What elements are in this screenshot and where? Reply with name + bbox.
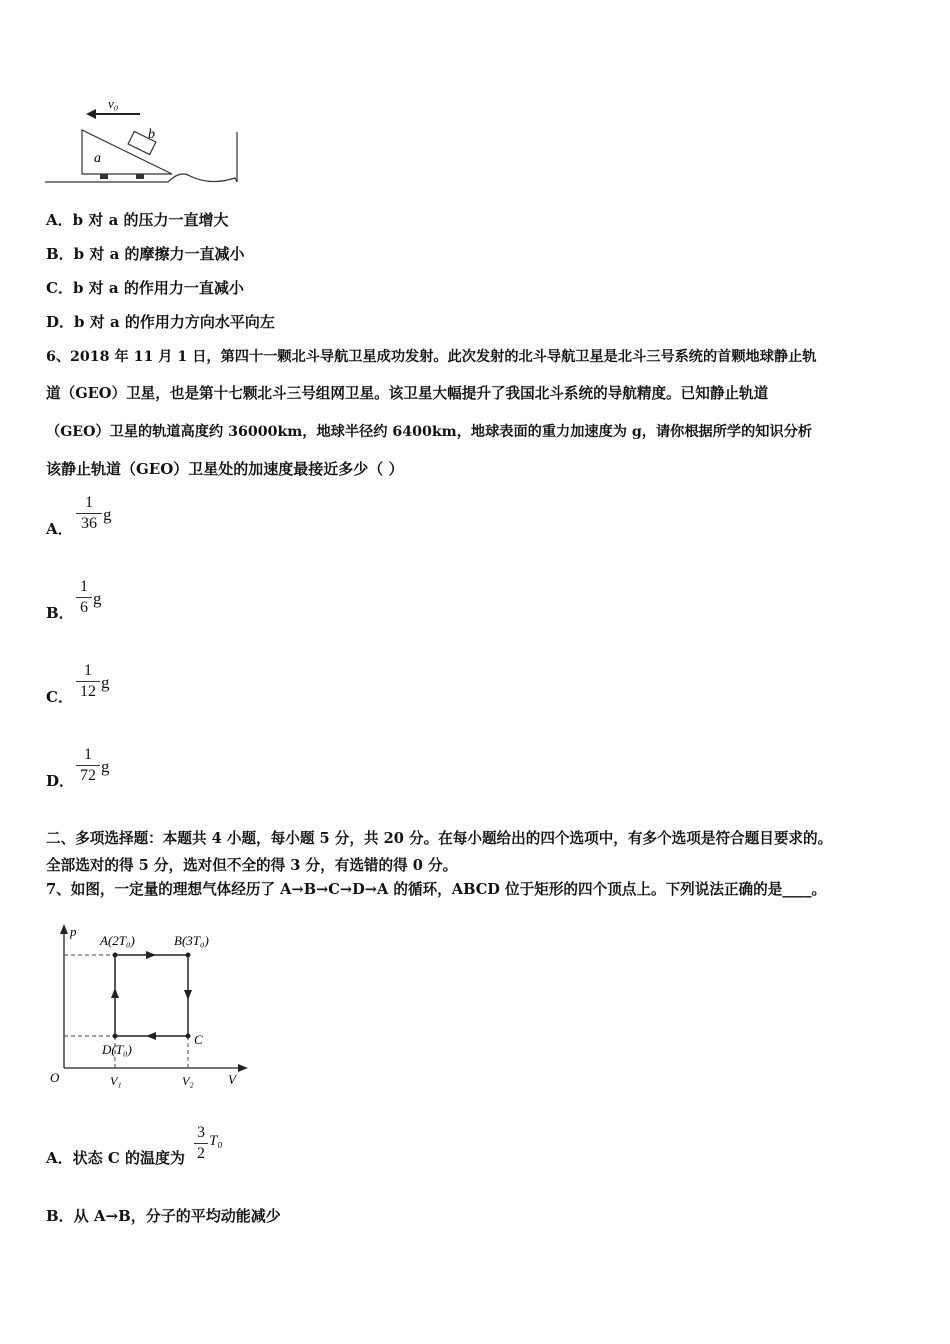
- velocity-label: v₀: [108, 96, 119, 111]
- q6-option-b-num: 1: [80, 578, 88, 595]
- p-axis-arrow: [60, 924, 68, 934]
- q7-stem: 7、如图，一定量的理想气体经历了 A→B→C→D→A 的循环，ABCD 位于矩形的四个顶点上。下列说法正确的是____。: [46, 881, 827, 898]
- arrow-d-to-a: [111, 988, 119, 998]
- q5-option-a: A．b 对 a 的压力一直增大: [46, 211, 229, 229]
- q5-option-d: D．b 对 a 的作用力方向水平向左: [46, 313, 275, 331]
- q6-option-b-den: 6: [80, 599, 88, 616]
- block-b-label: b: [148, 127, 155, 142]
- q7-option-a-fraction: [194, 1124, 208, 1163]
- q6-option-a-fraction: [76, 494, 102, 533]
- q6-option-c-label: C．: [46, 688, 73, 706]
- q6-option-c-num: 1: [84, 662, 92, 679]
- q5-option-c: C．b 对 a 的作用力一直减小: [46, 279, 244, 297]
- q6-line-3: （GEO）卫星的轨道高度约 36000km，地球半径约 6400km，地球表面的重力加速度为 g，请你根据所学的知识分析: [46, 424, 813, 440]
- p-axis-label: p: [70, 924, 77, 939]
- point-b-label: B(3T₀): [174, 933, 209, 948]
- section2-line-1: 二、多项选择题：本题共 4 小题，每小题 5 分，共 20 分。在每小题给出的四个选项中，有多个选项是符合题目要求的。: [46, 830, 833, 847]
- origin-label: O: [50, 1070, 60, 1085]
- arrow-b-to-c: [184, 990, 192, 1000]
- wheel-left: [100, 174, 108, 179]
- v2-label: V₂: [182, 1074, 194, 1088]
- q7-option-b: B．从 A→B，分子的平均动能减少: [46, 1207, 281, 1225]
- velocity-arrowhead: [86, 109, 96, 119]
- q6-option-a-den: 36: [81, 515, 97, 532]
- point-d-label: D(T₀): [102, 1042, 132, 1057]
- pv-diagram: [42, 922, 257, 1092]
- q6-option-b-fraction: [76, 578, 92, 617]
- q6-option-a-unit: g: [103, 505, 112, 524]
- q6-option-b-label: B．: [46, 604, 74, 622]
- q6-line-2: 道（GEO）卫星，也是第十七颗北斗三号组网卫星。该卫星大幅提升了我国北斗系统的导航精度。已知静止轨道: [46, 385, 769, 402]
- v1-label: V₁: [110, 1074, 122, 1088]
- q7-option-a-t0: T₀: [209, 1133, 223, 1149]
- block-a-label: a: [94, 151, 101, 166]
- q7-option-a-num: 3: [197, 1124, 205, 1141]
- q6-option-c-unit: g: [101, 673, 110, 692]
- q6-option-a-num: 1: [85, 494, 93, 511]
- q6-line-4: 该静止轨道（GEO）卫星处的加速度最接近多少（ ）: [46, 460, 404, 478]
- q6-option-d-num: 1: [84, 746, 92, 763]
- wheel-right: [136, 174, 144, 179]
- q5-option-b: B．b 对 a 的摩擦力一直减小: [46, 245, 245, 263]
- q7-option-a-den: 2: [197, 1145, 205, 1162]
- cycle-rectangle: [115, 955, 188, 1036]
- section2-line-2: 全部选对的得 5 分，选对但不全的得 3 分，有选错的得 0 分。: [46, 857, 458, 874]
- arrow-a-to-b: [146, 951, 156, 959]
- q6-option-d-unit: g: [101, 757, 110, 776]
- q6-option-d-fraction: [76, 746, 100, 785]
- q6-option-c-fraction: [76, 662, 100, 701]
- incline-figure: [40, 90, 250, 190]
- q6-option-d-label: D．: [46, 772, 75, 790]
- arrow-c-to-d: [146, 1032, 156, 1040]
- v-axis-arrow: [238, 1064, 248, 1072]
- q6-option-b-unit: g: [93, 589, 102, 608]
- q6-line-1: 6、2018 年 11 月 1 日，第四十一颗北斗导航卫星成功发射。此次发射的北斗导航卫星是北斗三号系统的首颗地球静止轨: [46, 349, 817, 365]
- point-a-label: A(2T₀): [100, 933, 135, 948]
- q6-option-c-den: 12: [80, 683, 96, 700]
- point-c-label: C: [194, 1032, 203, 1047]
- q6-option-d-den: 72: [80, 767, 96, 784]
- v-axis-label: V: [228, 1072, 236, 1087]
- q6-option-a-label: A．: [46, 520, 73, 538]
- q7-option-a-label: A．状态 C 的温度为: [46, 1149, 186, 1167]
